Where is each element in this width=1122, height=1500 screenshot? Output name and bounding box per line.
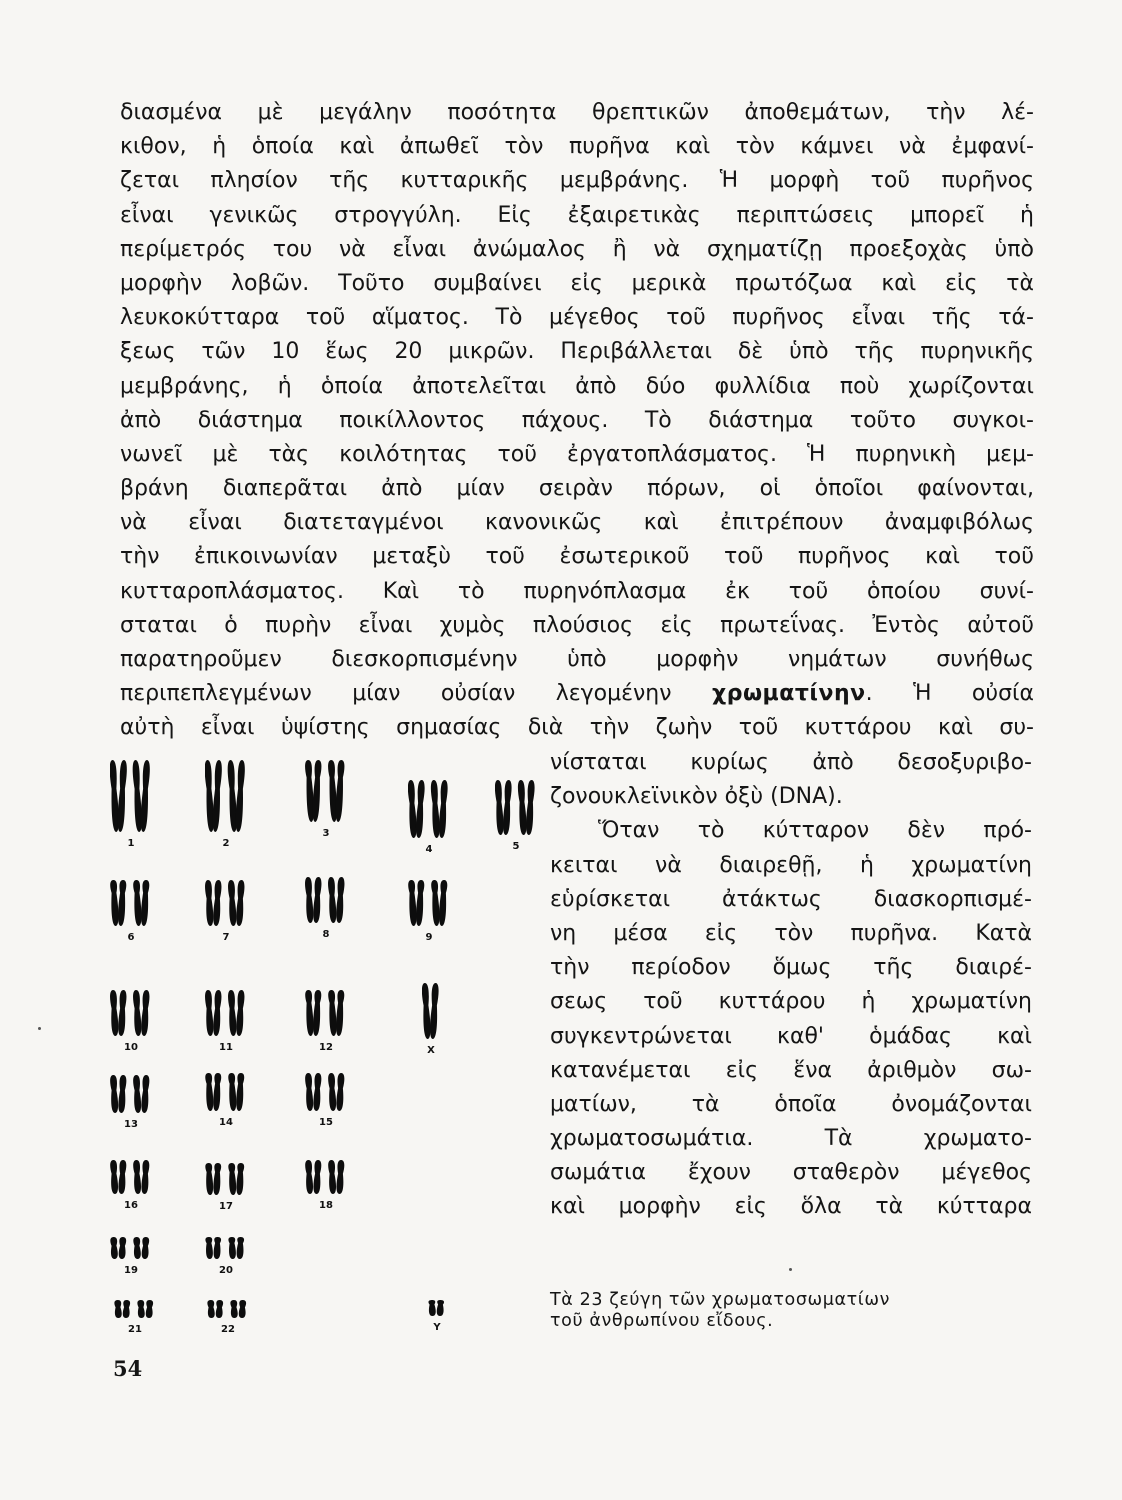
chromatid [205,990,214,1036]
chromosome-pair-4 [408,780,450,838]
chromosome-label: 9 [425,932,433,943]
chromosome-label: 2 [222,838,230,849]
chromatid [141,1237,149,1259]
chromatid [133,1075,142,1113]
chromatid [328,1073,337,1111]
chromosome-label: 1 [127,838,135,849]
chromatid [228,990,237,1036]
chromatid [133,1160,142,1194]
chromatid [110,880,119,926]
chromatid [228,1163,236,1195]
chromosome-pair-2 [205,760,247,832]
chromatid [212,760,223,832]
chromatid [110,1075,119,1113]
chromosome-label: 8 [322,929,330,940]
chromatid [228,1073,237,1111]
chromatid [133,880,142,926]
chromatid [110,1237,118,1259]
text-line: εὑρίσκεται ἀτάκτως διασκορπισμέ- [550,886,1032,912]
text-line: κειται νὰ διαιρεθῇ, ἡ χρωματίνη [550,852,1032,878]
text-line: μεμβράνης, ἡ ὁποία ἀποτελεῖται ἀπὸ δύο φυλλίδια ποὺ χωρίζονται [120,373,1034,399]
chromatid [207,1300,215,1318]
chromosome-pair-Y [428,1300,446,1316]
chromosome-pair-17 [205,1163,247,1195]
text-line: σταται ὁ πυρὴν εἶναι χυμὸς πλούσιος εἰς πρωτεΐνας. Ἐντὸς αὐτοῦ [120,612,1034,638]
scan-speck [38,1027,41,1030]
chromosome-pair-X [422,983,440,1039]
chromosome-label: 22 [221,1324,235,1335]
paragraph-start-line: Ὅταν τὸ κύτταρον δὲν πρό- [598,818,1032,844]
chromosome-pair-6 [110,880,152,926]
chromatid [114,1300,122,1318]
chromatid [213,990,222,1036]
chromatid [216,1300,224,1318]
text-line: κιθον, ἡ ὁποία καὶ ἀπωθεῖ τὸν πυρῆνα καὶ τὸν κάμνει νὰ ἐμφανί- [120,134,1034,160]
chromatid [438,880,447,926]
chromatid [205,1073,214,1111]
text-line: σωμάτια ἔχουν σταθερὸν μέγεθος [550,1160,1032,1186]
chromosome-pair-21 [114,1300,156,1318]
side-text-column [550,746,1032,1225]
chromatid [236,1163,244,1195]
text-line: μορφὴν λοβῶν. Τοῦτο συμβαίνει εἰς μερικὰ πρωτόζωα καὶ εἰς τὰ [120,270,1034,296]
scan-speck [789,1268,792,1271]
chromosome-pair-12 [305,990,347,1036]
chromosome-label: 12 [319,1042,333,1053]
chromatid [328,1160,337,1194]
chromatid [428,1300,436,1316]
text-line: συγκεντρώνεται καθ' ὁμάδας καὶ [550,1023,1032,1049]
chromatid [235,760,246,832]
text-line: κυτταροπλάσματος. Καὶ τὸ πυρηνόπλασμα ἐκ τοῦ ὁποίου συνί- [120,578,1034,604]
chromatid [118,1160,127,1194]
chromatid [422,983,431,1039]
chromatid [213,880,222,926]
bold-term-chromatin: χρωματίνην [712,681,866,707]
text-line: ματίων, τὰ ὁποῖα ὀνομάζονται [550,1091,1032,1117]
chromosome-pair-10 [110,990,152,1036]
chromatid [118,1237,126,1259]
page-number: 54 [113,1356,143,1381]
chromatid [502,780,512,835]
text-line: νίσταται κυρίως ἀπὸ δεσοξυριβο- [550,750,1032,775]
chromatid [239,1300,247,1318]
chromosome-label: 19 [124,1265,138,1276]
chromatid [429,983,439,1039]
text-line: νη μέσα εἰς τὸν πυρῆνα. Κατὰ [550,920,1032,946]
chromosome-label: 16 [124,1200,138,1211]
chromatid [517,780,527,835]
text-line: αὐτὴ εἶναι ὑψίστης σημασίας διὰ τὴν ζωὴν τοῦ κυττάρου καὶ συ- [120,715,1034,741]
chromatid [123,1300,131,1318]
chromosome-pair-14 [205,1073,247,1111]
text-line: ξεως τῶν 10 ἕως 20 μικρῶν. Περιβάλλεται δὲ ὑπὸ τῆς πυρηνικῆς [120,339,1034,365]
text-line: ζεται πλησίον τῆς κυτταρικῆς μεμβράνης. Ἡ μορφὴ τοῦ πυρῆνος [120,168,1034,194]
chromatid [415,880,424,926]
chromosome-pair-1 [110,760,152,832]
chromosome-label: 6 [127,932,135,943]
chromatid [335,990,344,1036]
text-line: ζονουκλεϊνικὸν ὀξὺ (DNA). [550,784,843,810]
chromatid [305,1073,314,1111]
chromosome-pair-5 [495,780,537,835]
chromatid [335,760,345,822]
chromatid [312,760,322,822]
text-line: διασμένα μὲ μεγάλην ποσότητα θρεπτικῶν ἀποθεμάτων, τὴν λέ- [120,100,1034,125]
caption-line: τοῦ ἀνθρωπίνου εἴδους. [550,1311,774,1331]
karyotype-figure [100,755,550,1355]
chromatid [137,1300,145,1318]
chromatid [236,1073,245,1111]
text-fragment: . Ἡ οὐσία [865,681,1034,707]
chromosome-pair-18 [305,1160,347,1194]
caption-line: Τὰ 23 ζεύγη τῶν χρωματοσωματίων [550,1290,890,1310]
chromatid [110,1160,118,1194]
chromatid [495,780,504,835]
chromosome-label: 4 [425,844,433,855]
chromatid [236,1237,244,1259]
text-line: σεως τοῦ κυττάρου ἡ χρωματίνη [550,989,1032,1015]
chromatid [431,880,440,926]
chromosome-label: Y [433,1322,441,1333]
chromatid [230,1300,238,1318]
chromatid [118,1075,127,1113]
chromatid [437,1300,445,1316]
chromatid [305,877,314,923]
figure-caption [550,1290,1020,1332]
chromatid [118,990,127,1036]
body-text [120,96,1034,746]
chromosome-pair-9 [408,880,450,926]
chromatid [336,1073,345,1111]
chromatid [236,880,245,926]
text-line: λευκοκύτταρα τοῦ αἵματος. Τὸ μέγεθος τοῦ πυρῆνος εἶναι τῆς τά- [120,305,1034,331]
chromatid [141,1075,150,1113]
chromosome-label: 15 [319,1117,333,1128]
text-line: τὴν ἐπικοινωνίαν μεταξὺ τοῦ ἐσωτερικοῦ τοῦ πυρῆνος καὶ τοῦ [120,544,1034,570]
chromosome-label: 3 [322,828,330,839]
text-line-with-term [120,677,1034,711]
chromosome-label: 21 [128,1324,142,1335]
text-line: ἀπὸ διάστημα ποικίλλοντος πάχους. Τὸ διάστημα τοῦτο συγκοι- [120,407,1034,433]
chromosome-label: 20 [219,1265,233,1276]
chromatid [110,990,119,1036]
chromosome-label: 17 [219,1201,233,1212]
text-line: τὴν περίοδον ὅμως τῆς διαιρέ- [550,955,1032,981]
chromosome-label: 14 [219,1117,233,1128]
chromatid [140,880,149,926]
chromatid [146,1300,154,1318]
chromatid [336,1160,345,1194]
chromatid [117,880,126,926]
chromatid [313,1160,322,1194]
chromosome-pair-20 [205,1237,247,1259]
chromatid [133,990,142,1036]
chromatid [328,990,337,1036]
chromatid [430,780,440,838]
chromosome-pair-3 [305,760,347,822]
chromatid [525,780,535,835]
chromatid [205,1163,213,1195]
text-line: νὰ εἶναι διατεταγμένοι κανονικῶς καὶ ἐπιτρέπουν ἀναμφιβόλως [120,510,1034,536]
chromatid [117,760,128,832]
chromosome-pair-13 [110,1075,152,1113]
chromosome-label: 7 [222,932,230,943]
chromatid [133,1237,141,1259]
chromosome-pair-22 [207,1300,249,1318]
chromatid [305,990,314,1036]
chromatid [205,1237,213,1259]
chromatid [228,880,237,926]
chromatid [438,780,448,838]
chromatid [140,760,151,832]
chromatid [336,877,345,923]
chromatid [141,990,150,1036]
chromatid [408,880,417,926]
chromosome-label: 13 [124,1119,138,1130]
text-line: παρατηροῦμεν διεσκορπισμένην ὑπὸ μορφὴν νημάτων συνήθως [120,647,1034,672]
text-line: νωνεῖ μὲ τὰς κοιλότητας τοῦ ἐργατοπλάσματος. Ἡ πυρηνικὴ μεμ- [120,441,1034,467]
chromatid [313,1073,322,1111]
chromosome-pair-16 [110,1160,152,1194]
text-line: χρωματοσωμάτια. Τὰ χρωματο- [550,1126,1032,1152]
chromatid [415,780,425,838]
chromosome-pair-11 [205,990,247,1036]
chromatid [213,1073,222,1111]
chromosome-pair-7 [205,880,247,926]
chromosome-pair-19 [110,1237,152,1259]
text-line: βράνη διαπερᾶται ἀπὸ μίαν σειρὰν πόρων, οἱ ὁποῖοι φαίνονται, [120,476,1034,502]
text-line: κατανέμεται εἰς ἕνα ἀριθμὸν σω- [550,1057,1032,1083]
chromatid [141,1160,150,1194]
chromosome-label: 11 [219,1042,233,1053]
chromatid [328,877,337,923]
chromosome-pair-8 [305,877,347,923]
text-line: περίμετρός του νὰ εἶναι ἀνώμαλος ἢ νὰ σχηματίζῃ προεξοχὰς ὑπὸ [120,236,1034,262]
chromosome-label: 5 [512,841,520,852]
chromatid [213,1163,221,1195]
text-line: εἶναι γενικῶς στρογγύλη. Εἰς ἐξαιρετικὰς περιπτώσεις μπορεῖ ἡ [120,202,1034,228]
chromatid [313,877,322,923]
chromatid [213,1237,221,1259]
text-fragment: περιπεπλεγμένων μίαν οὐσίαν λεγομένην [120,681,712,707]
text-line: καὶ μορφὴν εἰς ὅλα τὰ κύτταρα [550,1194,1032,1220]
chromosome-label: 10 [124,1042,138,1053]
chromatid [305,1160,313,1194]
chromatid [312,990,321,1036]
chromosome-label: X [427,1045,435,1056]
chromatid [228,1237,236,1259]
chromosome-label: 18 [319,1200,333,1211]
chromatid [236,990,245,1036]
chromatid [408,780,417,838]
chromatid [205,880,214,926]
chromosome-pair-15 [305,1073,347,1111]
